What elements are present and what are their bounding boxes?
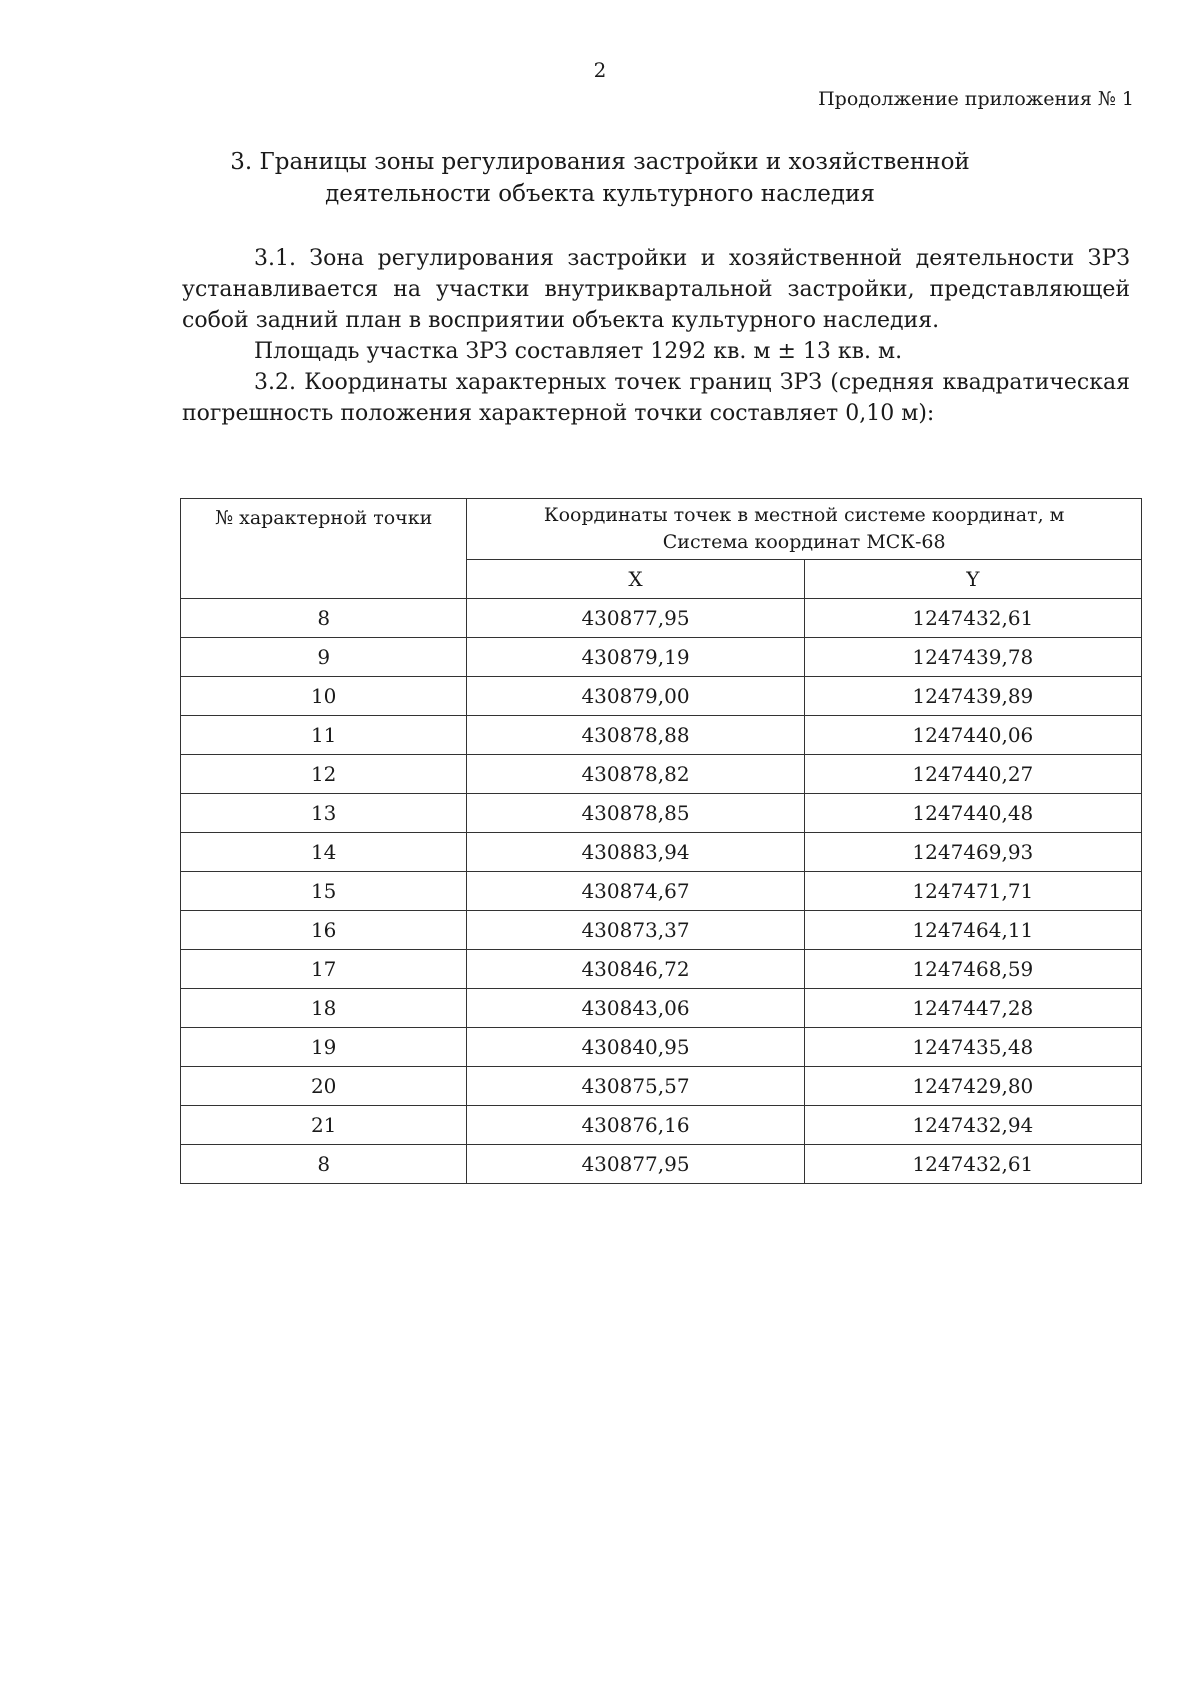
- y-cell: 1247432,94: [804, 1106, 1141, 1145]
- table-row: [181, 716, 1142, 755]
- section-title-line-1: 3. Границы зоны регулирования застройки и хозяйственной: [230, 149, 970, 175]
- x-cell: 430876,16: [467, 1106, 804, 1145]
- table-row: [181, 1106, 1142, 1145]
- y-cell: 1247439,78: [804, 638, 1141, 677]
- y-cell: 1247432,61: [804, 1145, 1141, 1184]
- coordinates-table: [180, 498, 1142, 1184]
- y-cell: 1247440,48: [804, 794, 1141, 833]
- x-cell: 430840,95: [467, 1028, 804, 1067]
- y-cell: 1247435,48: [804, 1028, 1141, 1067]
- table-row: [181, 833, 1142, 872]
- x-cell: 430873,37: [467, 911, 804, 950]
- paragraph-zone-description: 3.1. Зона регулирования застройки и хозяйственной деятельности ЗРЗ устанавливается на участки внутриквартальной застройки, представляющей собой задний план в восприятии объекта культурного наследия.: [182, 246, 1130, 333]
- table-row: [181, 872, 1142, 911]
- x-cell: 430878,82: [467, 755, 804, 794]
- y-cell: 1247468,59: [804, 950, 1141, 989]
- point-number-cell: 21: [181, 1106, 467, 1145]
- point-number-cell: 19: [181, 1028, 467, 1067]
- x-cell: 430846,72: [467, 950, 804, 989]
- y-cell: 1247447,28: [804, 989, 1141, 1028]
- y-cell: 1247440,27: [804, 755, 1141, 794]
- x-cell: 430878,88: [467, 716, 804, 755]
- table-row: [181, 599, 1142, 638]
- point-number-cell: 9: [181, 638, 467, 677]
- paragraph-area: Площадь участка ЗРЗ составляет 1292 кв. м ± 13 кв. м.: [254, 339, 903, 364]
- x-cell: 430878,85: [467, 794, 804, 833]
- point-number-cell: 11: [181, 716, 467, 755]
- point-number-cell: 14: [181, 833, 467, 872]
- table-row: [181, 794, 1142, 833]
- header-coordinates-line-1: Координаты точек в местной системе координат, м: [543, 504, 1065, 526]
- body-text: [182, 243, 1130, 429]
- point-number-cell: 8: [181, 1145, 467, 1184]
- x-cell: 430874,67: [467, 872, 804, 911]
- table-row: [181, 1028, 1142, 1067]
- y-cell: 1247439,89: [804, 677, 1141, 716]
- paragraph-coordinates-intro: 3.2. Координаты характерных точек границ ЗРЗ (средняя квадратическая погрешность положения характерной точки составляет 0,10 м):: [182, 370, 1130, 426]
- y-cell: 1247464,11: [804, 911, 1141, 950]
- point-number-cell: 12: [181, 755, 467, 794]
- section-title: [180, 146, 1020, 210]
- table-row: [181, 1145, 1142, 1184]
- section-title-line-2: деятельности объекта культурного наследия: [325, 181, 875, 207]
- table-row: [181, 638, 1142, 677]
- point-number-cell: 8: [181, 599, 467, 638]
- point-number-cell: 20: [181, 1067, 467, 1106]
- point-number-cell: 18: [181, 989, 467, 1028]
- y-cell: 1247429,80: [804, 1067, 1141, 1106]
- x-cell: 430875,57: [467, 1067, 804, 1106]
- point-number-cell: 15: [181, 872, 467, 911]
- table-row: [181, 1067, 1142, 1106]
- x-cell: 430883,94: [467, 833, 804, 872]
- y-cell: 1247471,71: [804, 872, 1141, 911]
- y-cell: 1247440,06: [804, 716, 1141, 755]
- header-coordinates: [467, 499, 1142, 560]
- x-cell: 430877,95: [467, 1145, 804, 1184]
- x-cell: 430879,00: [467, 677, 804, 716]
- y-cell: 1247432,61: [804, 599, 1141, 638]
- header-coordinates-line-2: Система координат МСК-68: [662, 531, 946, 553]
- table-row: [181, 755, 1142, 794]
- page-number: 2: [593, 58, 607, 82]
- point-number-cell: 13: [181, 794, 467, 833]
- coordinates-table-body: [181, 599, 1142, 1184]
- x-cell: 430877,95: [467, 599, 804, 638]
- y-cell: 1247469,93: [804, 833, 1141, 872]
- point-number-cell: 10: [181, 677, 467, 716]
- continuation-note: Продолжение приложения № 1: [818, 88, 1134, 110]
- table-row: [181, 911, 1142, 950]
- table-row: [181, 989, 1142, 1028]
- header-x: X: [467, 560, 804, 599]
- point-number-cell: 16: [181, 911, 467, 950]
- x-cell: 430843,06: [467, 989, 804, 1028]
- point-number-cell: 17: [181, 950, 467, 989]
- x-cell: 430879,19: [467, 638, 804, 677]
- table-row: [181, 950, 1142, 989]
- table-row: [181, 677, 1142, 716]
- header-point-number: № характерной точки: [181, 499, 467, 599]
- header-y: Y: [804, 560, 1141, 599]
